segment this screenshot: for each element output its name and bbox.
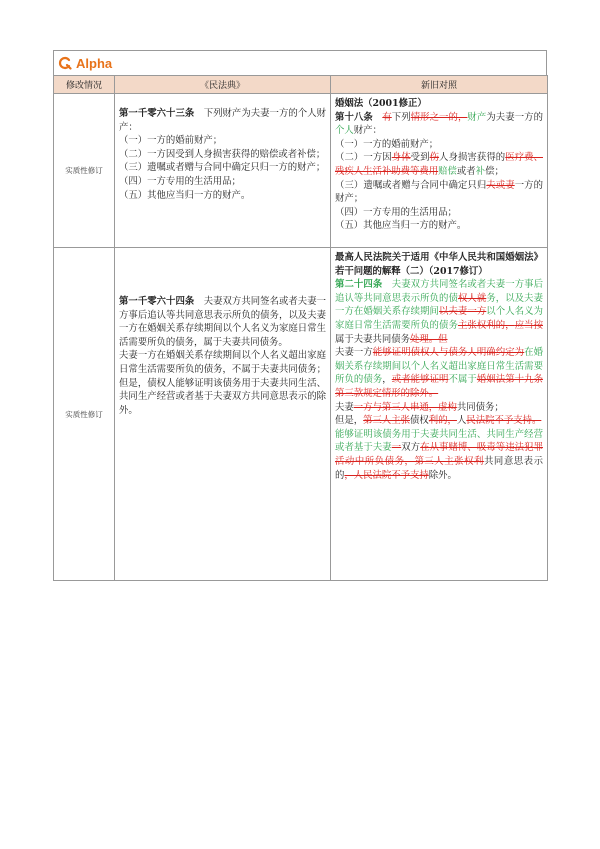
comparison-cell: 婚姻法（2001修正） 第十八条 有下列情形之一的，财产为夫妻一方的个人财产： （一）一方的婚前财产； （二）一方因身体受到伤人身损害获得的医疗费、残疾人生活补助费等费用赔偿或者补偿； （三）遗嘱或者赠与合同中确定只归夫或妻一方的财产； （四）一方专用的生活用品； （五）其他应当归一方的财产。 — [331, 94, 548, 248]
brand-header — [53, 50, 547, 75]
article-number: 第十八条 — [335, 111, 373, 123]
list-item: （二）一方因身体受到伤人身损害获得的医疗费、残疾人生活补助费等费用赔偿或者补偿； — [335, 152, 543, 177]
paragraph: 夫妻一方能够证明债权人与债务人明确约定为在婚姻关系存续期间以个人名义超出家庭日常生活需要所负的债务，或者能够证明不属于婚姻法第十九条第三款规定情形的除外。 — [335, 347, 543, 399]
paragraph: 但是，第三人主张债权利的，人民法院不予支持。 — [335, 415, 542, 427]
list-item: （一）一方的婚前财产； — [119, 135, 223, 147]
paragraph: 能够证明该债务用于夫妻共同生活、共同生产经营或者基于夫妻一双方在从事赌博、吸毒等违法犯罪活动中所负债务，第三人主张权利共同意思表示的，人民法院不予支持除外。 — [335, 428, 543, 481]
revision-type: 实质性修订 — [54, 248, 115, 581]
paragraph: 夫妻一方与第三人串通，虚构共同债务； — [335, 401, 504, 413]
comparison-cell — [331, 248, 548, 581]
list-item: （一）一方的婚前财产； — [335, 138, 439, 150]
source-title: 婚姻法（2001修正） — [335, 98, 427, 109]
header-comparison: 新旧对照 — [331, 76, 548, 94]
civil-code-cell — [115, 248, 331, 581]
list-item: （四）一方专用的生活用品； — [335, 206, 457, 218]
document — [53, 50, 547, 581]
article-intro: 下列财产为夫妻一方的个人财产： — [119, 108, 326, 133]
header-status: 修改情况 — [54, 76, 115, 94]
civil-code-cell — [115, 94, 331, 248]
list-item: （三）遗嘱或者赠与合同中确定只归夫或妻一方的财产； — [335, 179, 543, 205]
list-item: （五）其他应当归一方的财产。 — [119, 189, 251, 201]
table-row — [54, 94, 548, 248]
paragraph: 夫妻一方在婚姻关系存续期间以个人名义超出家庭日常生活需要所负的债务，不属于夫妻共同债务；但是，债权人能够证明该债务用于夫妻共同生活、共同生产经营或者基于夫妻双方共同意思表示的除外。 — [119, 350, 326, 416]
article-number: 第一千零六十三条 — [119, 108, 195, 119]
revision-type: 实质性修订 — [54, 94, 115, 248]
paragraph: 夫妻双方共同签名或者夫妻一方事后追认等共同意思表示所负的债务，以及夫妻一方在婚姻关系存续期间以个人名义为家庭日常生活需要所负的债务，属于夫妻共同债务。 — [119, 296, 326, 348]
brand-name: Alpha — [76, 55, 113, 71]
list-item: （二）一方因受到人身损害获得的赔偿或者补偿； — [119, 148, 326, 160]
table-header-row — [54, 76, 548, 94]
source-title: 最高人民法院关于适用《中华人民共和国婚姻法》若干问题的解释（二）（2017修订） — [335, 252, 543, 277]
list-item: （四）一方专用的生活用品； — [119, 175, 241, 187]
table-row — [54, 248, 548, 581]
paragraph: 第二十四条 夫妻双方共同签名或者夫妻一方事后追认等共同意思表示所负的债权人就务，以及夫妻一方在婚姻关系存续期间以夫妻一方以个人名义为家庭日常生活需要所负的债务主张权利的，应当按属于夫妻共同债务处理。但 — [335, 279, 543, 345]
list-item: （五）其他应当归一方的财产。 — [335, 220, 467, 232]
list-item: （三）遗嘱或者赠与合同中确定只归一方的财产； — [119, 162, 326, 174]
header-civil-code: 《民法典》 — [115, 76, 331, 94]
comparison-table — [53, 75, 548, 581]
alpha-logo-icon — [58, 56, 72, 70]
article-number: 第一千零六十四条 — [119, 296, 195, 307]
